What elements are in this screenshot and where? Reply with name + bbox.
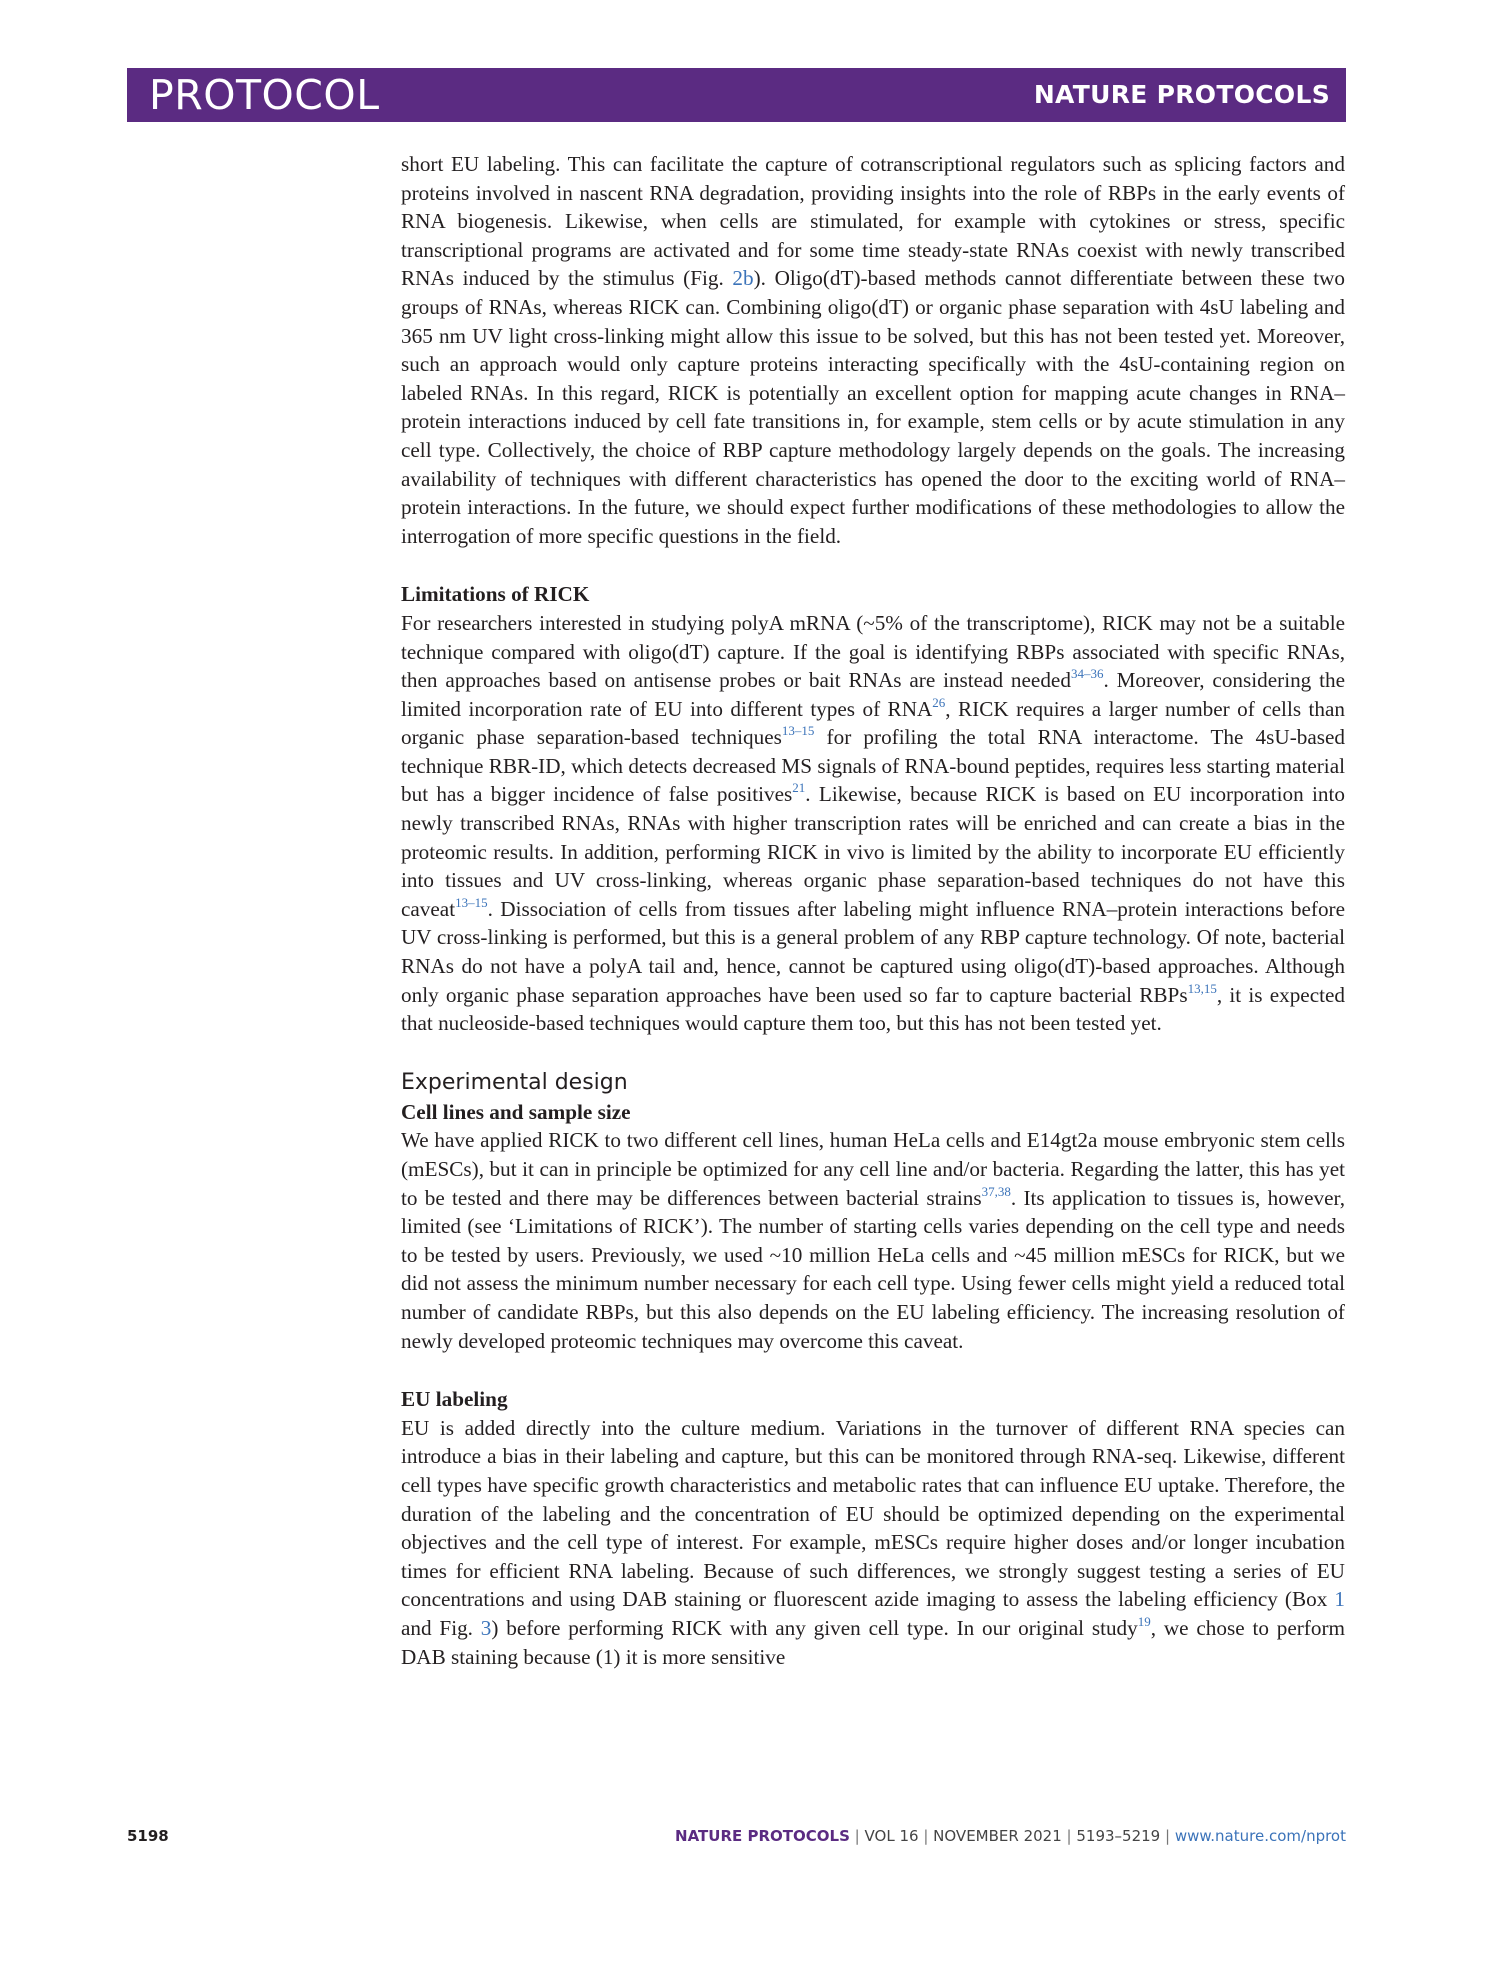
paragraph-cell-lines: We have applied RICK to two different cell lines, human HeLa cells and E14gt2a mouse embryonic stem cells (mESCs), but it can in principle be optimized for any cell line and/or bacteria. Regarding the latter, this has yet to be tested and there may be differences between bacterial strains$^{37,38}$. Its application to tissues is, however, limited (see ‘Limitations of RICK’). The number of starting cells varies depending on the cell type and needs to be tested by users. Previously, we used ~10 million HeLa cells and ~45 million mESCs for RICK, but we did not assess the minimum number necessary for each cell type. Using fewer cells might yield a reduced total number of candidate RBPs, but this also depends on the EU labeling efficiency. The increasing resolution of newly developed proteomic techniques may overcome this caveat. — [401, 1128, 1346, 1353]
citation-link[interactable]: 13–15 — [455, 894, 488, 910]
figure-link[interactable]: 3 — [480, 1615, 492, 1640]
footer-pages: 5193–5219 — [1076, 1827, 1161, 1845]
footer-journal: NATURE PROTOCOLS — [675, 1827, 850, 1845]
header-journal-name: NATURE PROTOCOLS — [1033, 80, 1330, 109]
footer-separator: | — [1165, 1827, 1171, 1845]
footer-separator: | — [1066, 1827, 1072, 1845]
citation-link[interactable]: 19 — [1137, 1613, 1151, 1629]
subsection-heading-cell-lines: Cell lines and sample size — [401, 1099, 631, 1124]
article-body — [401, 150, 1345, 1671]
footer-volume: VOL 16 — [864, 1827, 919, 1845]
section-heading-experimental-design: Experimental design — [401, 1069, 628, 1095]
citation-link[interactable]: 21 — [792, 780, 806, 796]
footer-citation — [675, 1827, 1346, 1845]
header-article-type: PROTOCOL — [149, 71, 380, 119]
citation-link[interactable]: 26 — [932, 694, 946, 710]
paragraph-intro: short EU labeling. This can facilitate the capture of cotranscriptional regulators such as splicing factors and proteins involved in nascent RNA degradation, providing insights into the role of RBPs in the early events of RNA biogenesis. Likewise, when cells are stimulated, for example with cytokines or stress, specific transcriptional programs are activated and for some time steady-state RNAs coexist with newly transcribed RNAs induced by the stimulus (Fig. 2b). Oligo(dT)-based methods cannot differentiate between these two groups of RNAs, whereas RICK can. Combining oligo(dT) or organic phase separation with 4sU labeling and 365 nm UV light cross-linking might allow this issue to be solved, but this has not been tested yet. Moreover, such an approach would only capture proteins interacting specifically with the 4sU-containing region on labeled RNAs. In this regard, RICK is potentially an excellent option for mapping acute changes in RNA–protein interactions induced by cell fate transitions in, for example, stem cells or by acute stimulation in any cell type. Collectively, the choice of RBP capture methodology largely depends on the goals. The increasing availability of techniques with different characteristics has opened the door to the exciting world of RNA–protein interactions. In the future, we should expect further modifications of these methodologies to allow the interrogation of more specific questions in the field. — [401, 152, 1345, 548]
subsection-heading-limitations: Limitations of RICK — [401, 582, 590, 607]
footer-separator: | — [854, 1827, 860, 1845]
footer-separator: | — [923, 1827, 929, 1845]
subsection-heading-eu-labeling: EU labeling — [401, 1387, 508, 1412]
figure-link[interactable]: 2b — [732, 266, 754, 291]
paragraph-limitations: For researchers interested in studying polyA mRNA (~5% of the transcriptome), RICK may not be a suitable technique compared with oligo(dT) capture. If the goal is identifying RBPs associated with specific RNAs, then approaches based on antisense probes or bait RNAs are instead needed$^{34-36}$. Moreover, considering the limited incorporation rate of EU into different types of RNA$^{26}$, RICK requires a larger number of cells than organic phase separation-based techniques$^{13-15}$ for profiling the total RNA interactome. The 4sU-based technique RBR-ID, which detects decreased MS signals of RNA-bound peptides, requires less starting material but has a bigger incidence of false positives$^{21}$. Likewise, because RICK is based on EU incorporation into newly transcribed RNAs, RNAs with higher transcription rates will be enriched and can create a bias in the proteomic results. In addition, performing RICK in vivo is limited by the ability to incorporate EU efficiently into tissues and UV cross-linking, whereas organic phase separation-based techniques do not have this caveat$^{13-15}$. Dissociation of cells from tissues after labeling might influence RNA–protein interactions before UV cross-linking is performed, but this is a general problem of any RBP capture technology. Of note, bacterial RNAs do not have a polyA tail and, hence, cannot be captured using oligo(dT)-based approaches. Although only organic phase separation approaches have been used so far to capture bacterial RBPs$^{13,15}$, it is expected that nucleoside-based techniques would capture them too, but this has not been tested yet. — [401, 610, 1345, 1036]
citation-link[interactable]: 34–36 — [1070, 666, 1104, 682]
box-link[interactable]: 1 — [1334, 1587, 1345, 1612]
header-bar — [127, 68, 1346, 122]
citation-link[interactable]: 13,15 — [1187, 980, 1217, 996]
citation-link[interactable]: 37,38 — [981, 1183, 1011, 1199]
footer-date: NOVEMBER 2021 — [933, 1827, 1062, 1845]
page-number: 5198 — [127, 1827, 169, 1845]
footer-url-link[interactable]: www.nature.com/nprot — [1174, 1827, 1346, 1845]
paragraph-eu-labeling: EU is added directly into the culture medium. Variations in the turnover of different RNA species can introduce a bias in their labeling and capture, but this can be monitored through RNA-seq. Likewise, different cell types have specific growth characteristics and metabolic rates that can influence EU uptake. Therefore, the duration of the labeling and the concentration of EU should be optimized depending on the experimental objectives and the cell type of interest. For example, mESCs require higher doses and/or longer incubation times for efficient RNA labeling. Because of such differences, we strongly suggest testing a series of EU concentrations and using DAB staining or fluorescent azide imaging to assess the labeling efficiency (Box 1 and Fig. 3) before performing RICK with any given cell type. In our original study$^{19}$, we chose to perform DAB staining because (1) it is more sensitive — [401, 1415, 1345, 1669]
citation-link[interactable]: 13–15 — [781, 723, 815, 739]
